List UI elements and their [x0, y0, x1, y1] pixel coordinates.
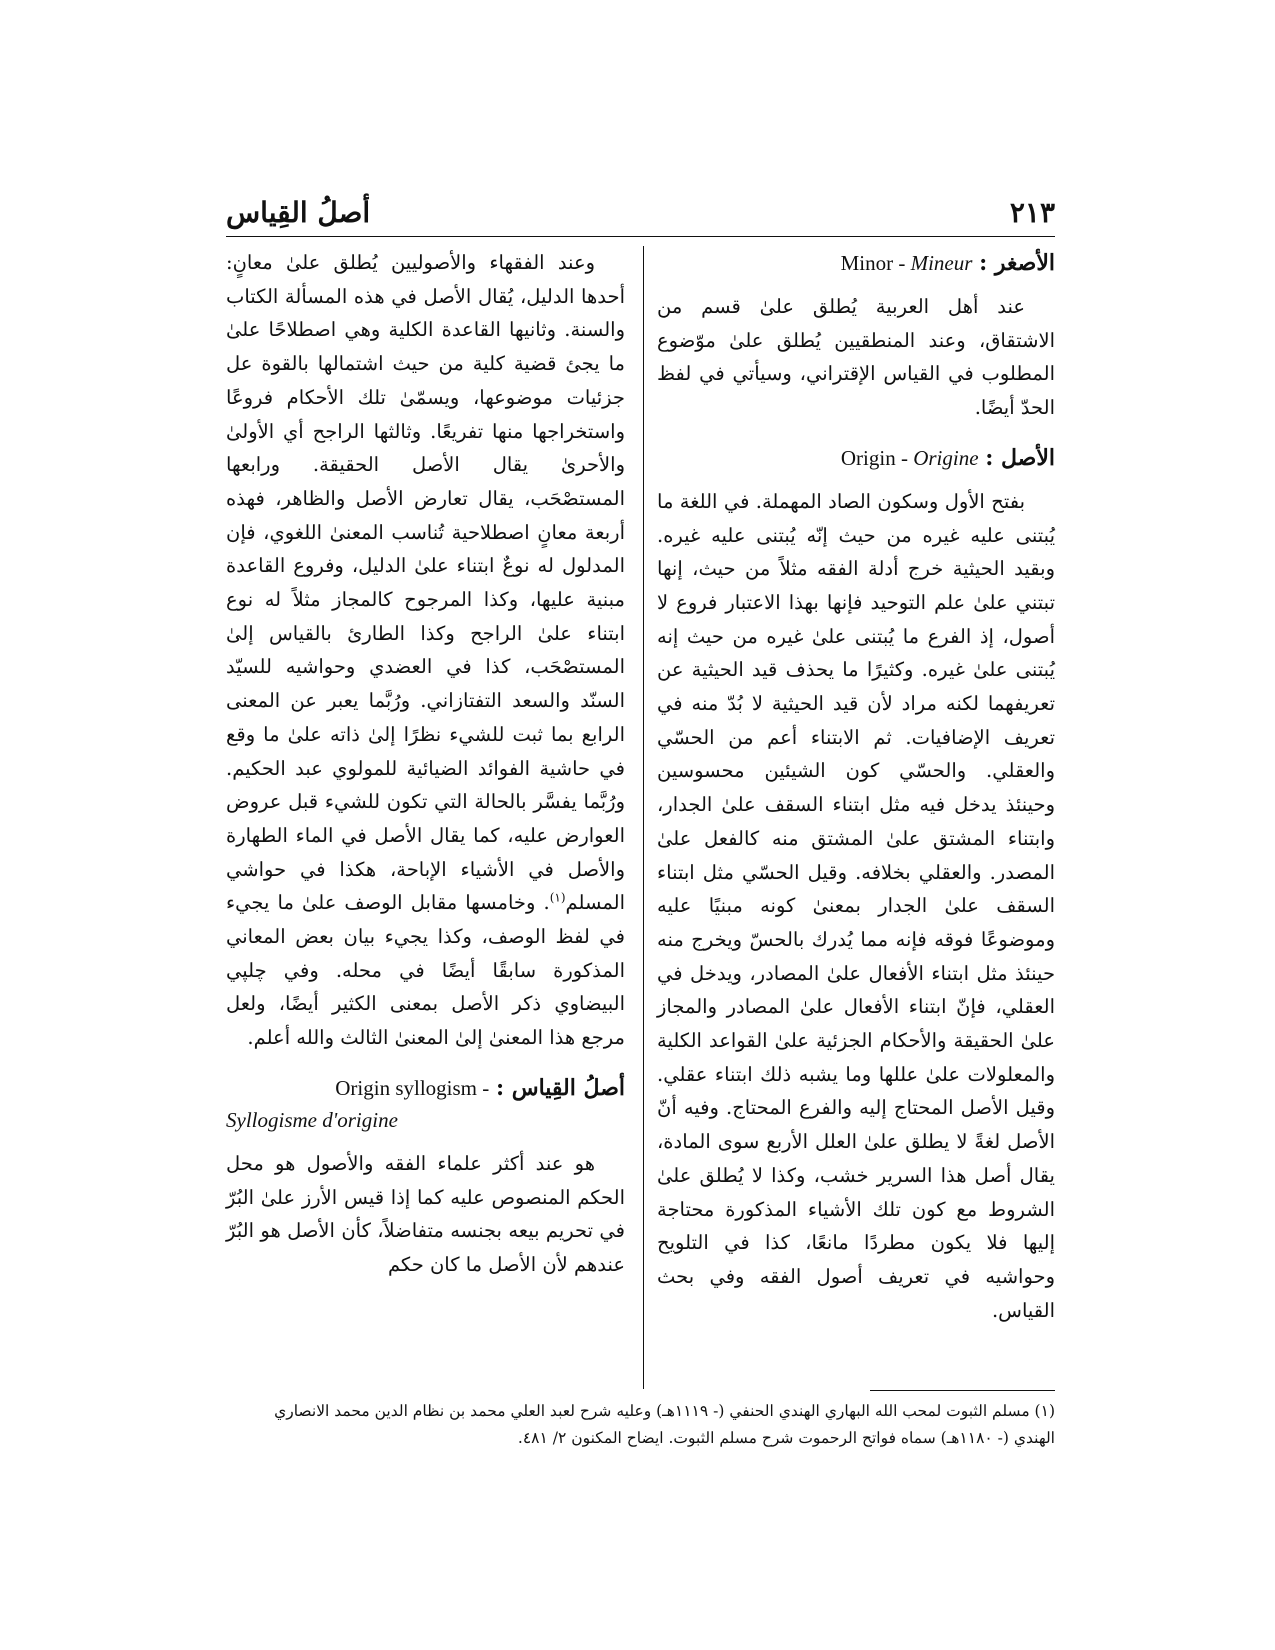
right-column	[657, 246, 1055, 1327]
term-french: Syllogisme d'origine	[226, 1107, 398, 1132]
left-column	[226, 246, 625, 1282]
term-french: Mineur	[910, 251, 973, 275]
entry-heading-origin	[657, 441, 1055, 475]
running-title: أصلُ القِياس	[226, 196, 371, 229]
footnote-rule	[870, 1390, 1055, 1391]
entry-heading-minor	[657, 246, 1055, 280]
term-arabic: الأصل :	[985, 444, 1055, 471]
term-french: Origine	[913, 445, 979, 470]
entry-text-origin-continued	[226, 246, 625, 1055]
entry-text-origin-syllogism: هو عند أكثر علماء الفقه والأصول هو محل الحكم المنصوص عليه كما إذا قيس الأرز علىٰ البُرّ في تحريم بيعه بجنسه متفاضلاً، كأن الأصل هو البُرّ عندهم لأن الأصل ما كان حكم	[226, 1151, 625, 1276]
footnote-line-1: (١) مسلم الثبوت لمحب الله البهاري الهندي الحنفي (- ١١١٩هـ) وعليه شرح لعبد العلي محمد بن نظام الدين محمد الانصاري	[274, 1402, 1055, 1420]
entry-text-minor: عند أهل العربية يُطلق علىٰ قسم من الاشتقاق، وعند المنطقيين يُطلق علىٰ موّضوع المطلوب في القياس الإقتراني، وسيأتي في لفظ الحدّ أيضًا.	[657, 295, 1055, 420]
term-translation	[841, 251, 973, 275]
entry-text-origin: بفتح الأول وسكون الصاد المهملة. في اللغة ما يُبتنى عليه غيره من حيث إنّه يُبتنى عليه غيره. وبقيد الحيثية خرج أدلة الفقه مثلاً من حيث، إنها تبتني علىٰ علم التوحيد فإنها بهذا الاعتبار فروع لا أصول، إذ الفرع ما يُبتنى علىٰ غيره من حيث إنه يُبتنى علىٰ غيره. وكثيرًا ما يحذف قيد الحيثية عن تعريفهما لكنه مراد لأن قيد الحيثية لا بُدّ منه في تعريف الإضافيات. ثم الابتناء أعم من الحسّي والعقلي. والحسّي كون الشيئين محسوسين وحينئذ يدخل فيه مثل ابتناء السقف علىٰ الجدار، وابتناء المشتق علىٰ المشتق منه كالفعل علىٰ المصدر. والعقلي بخلافه. وقيل الحسّي مثل ابتناء السقف علىٰ الجدار بمعنىٰ كونه مبنيًا عليه وموضوعًا فوقه فإنه مما يُدرك بالحسّ ويخرج منه حينئذ مثل ابتناء الأفعال علىٰ المصادر، ويدخل في العقلي، فإنّ ابتناء الأفعال علىٰ المصادر والمجاز علىٰ الحقيقة والأحكام الجزئية علىٰ القواعد الكلية والمعلولات علىٰ عللها وما يشبه ذلك ابتناء عقلي. وقيل الأصل المحتاج إليه والفرع المحتاج. وفيه أنّ الأصل لغةً لا يطلق علىٰ العلل الأربع سوى المادة، يقال أصل هذا السرير خشب، وكذا لا يُطلق علىٰ الشروط مع كون تلك الأشياء المذكورة محتاجة إليها فلا يكون مطردًا مانعًا، كذا في التلويح وحواشيه في تعريف أصول الفقه وفي بحث القياس.	[657, 489, 1055, 1322]
continuation-part-b: . وخامسها مقابل الوصف علىٰ ما يجيء في لفظ الوصف، وكذا يجيء بيان بعض المعاني المذكورة سابقًا أيضًا في محله. وفي چلپي البيضاوي ذكر الأصل بمعنى الكثير أيضًا، ولعل مرجع هذا المعنىٰ إلىٰ المعنىٰ الثالث والله أعلم.	[226, 891, 625, 1050]
footnotes	[226, 1398, 1055, 1452]
term-translation	[841, 446, 979, 470]
term-english: Minor -	[840, 251, 911, 275]
footnote-marker: (١)	[549, 890, 566, 905]
footnote-line-2: الهندي (- ١١٨٠هـ) سماه فواتح الرحموت شرح مسلم الثبوت. ايضاح المكنون ٢/ ٤٨١.	[517, 1429, 1055, 1447]
spacer	[657, 425, 1055, 441]
column-divider	[643, 246, 644, 1389]
term-english: Origin -	[840, 445, 914, 470]
continuation-part-a: وعند الفقهاء والأصوليين يُطلق علىٰ معانٍ: أحدها الدليل، يُقال الأصل في هذه المسألة الكتاب والسنة. وثانيها القاعدة الكلية وهي اصطلاحًا علىٰ ما يجئ قضية كلية من حيث اشتمالها بالقوة عل جزئيات موضوعها، ويسمّىٰ تلك الأحكام فروعًا واستخراجها منها تفريعًا. وثالثها الراجح أي الأولىٰ والأحرىٰ يقال الأصل الحقيقة. ورابعها المستصْحَب، يقال تعارض الأصل والظاهر، فهذه أربعة معانٍ اصطلاحية تُناسب المعنىٰ اللغوي، فإن المدلول له نوعٌ ابتناء علىٰ الدليل، وفروع القاعدة مبنية عليها، وكذا المرجوح كالمجاز مثلاً له نوع ابتناء علىٰ الراجح وكذا الطارئ بالقياس إلىٰ المستصْحَب، كذا في العضدي وحواشيه للسيّد السنّد والسعد التفتازاني. ورُبَّما يعبر عن المعنى الرابع بما ثبت للشيء نظرًا إلىٰ ذاته علىٰ ما وقع في حاشية الفوائد الضيائية للمولوي عبد الحكيم. ورُبَّما يفسَّر بالحالة التي تكون للشيء قبل عروض العوارض عليه، كما يقال الأصل في الماء الطهارة والأصل في الأشياء الإباحة، هكذا في حواشي المسلم	[226, 251, 625, 915]
term-arabic: أصلُ القِياس :	[495, 1074, 625, 1101]
spacer	[226, 1055, 625, 1071]
term-arabic: الأصغر :	[979, 250, 1055, 276]
page-header	[226, 196, 1055, 237]
entry-heading-origin-syllogism	[226, 1071, 625, 1137]
term-english: Origin syllogism -	[335, 1075, 490, 1100]
page-number: ٢١٣	[1009, 196, 1055, 229]
